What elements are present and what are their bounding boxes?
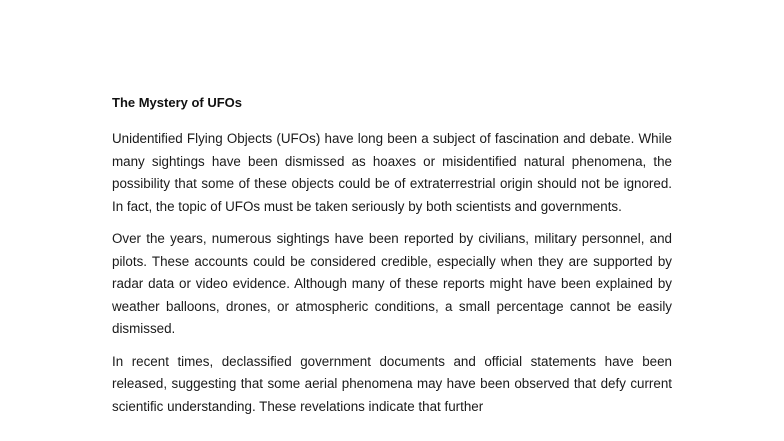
paragraph-3: In recent times, declassified government documents and official statements have been released, suggesting that some aerial phenomena may have been observed that defy current scientific understanding. These revelations indicate that further [112, 353, 672, 414]
paragraph-2: Over the years, numerous sightings have been reported by civilians, military personnel, and pilots. These accounts could be considered credible, especially when they are supported by radar data or video evidence. Although many of these reports might have been explained by weather balloons, drones, or atmospheric conditions, a small percentage cannot be easily dismissed. [112, 231, 672, 336]
paragraph-1: Unidentified Flying Objects (UFOs) have long been a subject of fascination and debate. While many sightings have been dismissed as hoaxes or misidentified natural phenomena, the possibility that some of these objects could be of extraterrestrial origin should not be ignored. In fact, the topic of UFOs must be taken seriously by both scientists and governments. [112, 131, 672, 214]
document-body [112, 93, 672, 428]
document-title: The Mystery of UFOs [112, 95, 243, 110]
